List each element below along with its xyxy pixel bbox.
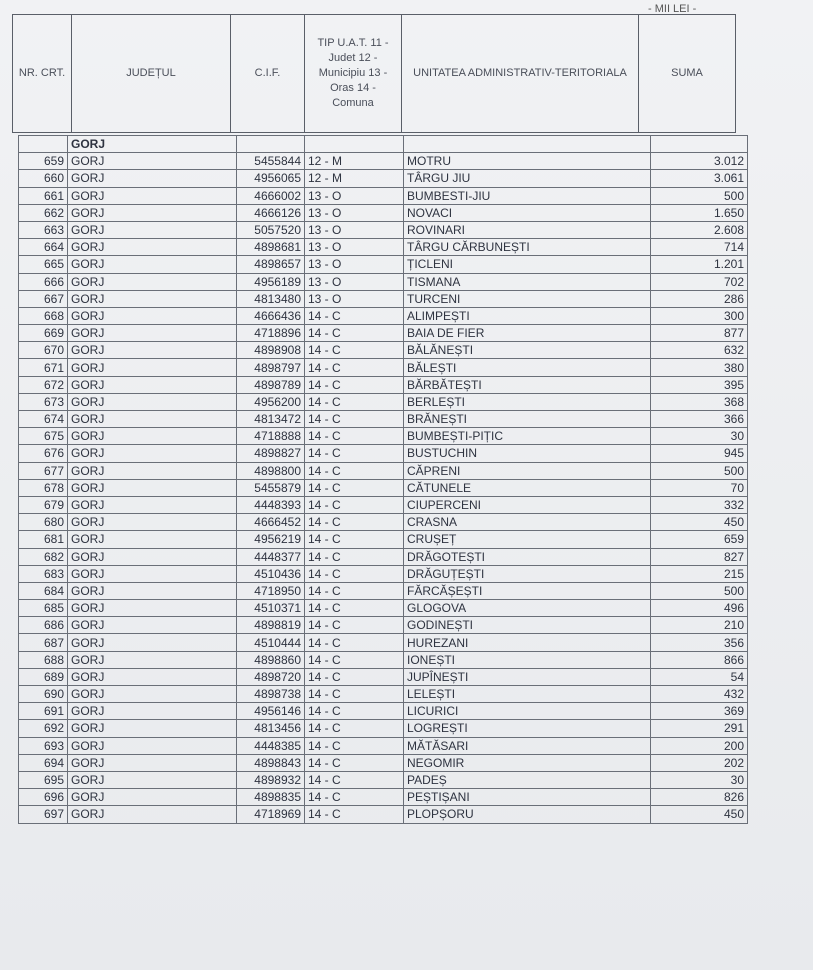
table-body — [18, 135, 748, 824]
cell-judet: GORJ — [68, 548, 237, 565]
cell-suma: 1.201 — [651, 256, 748, 273]
table-row — [19, 256, 748, 273]
cell-nr: 685 — [19, 600, 68, 617]
cell-cif: 4898681 — [237, 239, 305, 256]
cell-suma: 826 — [651, 789, 748, 806]
header-uat: UNITATEA ADMINISTRATIV-TERITORIALA — [402, 15, 639, 133]
cell-judet: GORJ — [68, 479, 237, 496]
cell-cif: 4718969 — [237, 806, 305, 823]
cell-suma: 286 — [651, 290, 748, 307]
cell-uat: CRASNA — [404, 514, 651, 531]
cell-suma: 215 — [651, 565, 748, 582]
cell-cif: 4898843 — [237, 754, 305, 771]
cell-judet: GORJ — [68, 703, 237, 720]
table-row — [19, 668, 748, 685]
cell-tip: 14 - C — [305, 479, 404, 496]
cell-uat: JUPÎNEȘTI — [404, 668, 651, 685]
cell-suma: 30 — [651, 771, 748, 788]
cell-judet: GORJ — [68, 445, 237, 462]
cell-suma: 202 — [651, 754, 748, 771]
cell-judet: GORJ — [68, 720, 237, 737]
cell-uat: MOTRU — [404, 153, 651, 170]
cell-suma: 356 — [651, 634, 748, 651]
cell-cif: 4813480 — [237, 290, 305, 307]
table-row — [19, 290, 748, 307]
cell-judet: GORJ — [68, 325, 237, 342]
cell-suma: 332 — [651, 496, 748, 513]
cell-tip: 14 - C — [305, 686, 404, 703]
table-row — [19, 445, 748, 462]
cell-nr: 696 — [19, 789, 68, 806]
table-row — [19, 582, 748, 599]
cell-tip: 14 - C — [305, 634, 404, 651]
cell-judet: GORJ — [68, 651, 237, 668]
cell-judet: GORJ — [68, 806, 237, 823]
cell-suma: 877 — [651, 325, 748, 342]
cell-nr: 674 — [19, 411, 68, 428]
table-row — [19, 600, 748, 617]
cell-tip: 12 - M — [305, 153, 404, 170]
cell-nr: 684 — [19, 582, 68, 599]
cell-uat: BUMBESTI-JIU — [404, 187, 651, 204]
cell-judet: GORJ — [68, 582, 237, 599]
cell-uat: ALIMPEȘTI — [404, 307, 651, 324]
table-row — [19, 153, 748, 170]
cell-cif: 4898789 — [237, 376, 305, 393]
table-row — [19, 686, 748, 703]
cell-suma: 300 — [651, 307, 748, 324]
cell-uat: TISMANA — [404, 273, 651, 290]
cell-judet: GORJ — [68, 771, 237, 788]
cell-uat: IONEȘTI — [404, 651, 651, 668]
cell-nr: 693 — [19, 737, 68, 754]
cell-suma: 70 — [651, 479, 748, 496]
cell-suma: 369 — [651, 703, 748, 720]
cell-uat: CĂTUNELE — [404, 479, 651, 496]
cell-judet: GORJ — [68, 531, 237, 548]
cell-nr: 691 — [19, 703, 68, 720]
cell-tip: 14 - C — [305, 771, 404, 788]
cell-cif: 4956189 — [237, 273, 305, 290]
cell-uat: GODINEȘTI — [404, 617, 651, 634]
cell-tip: 14 - C — [305, 617, 404, 634]
cell-nr: 679 — [19, 496, 68, 513]
table-row — [19, 531, 748, 548]
cell-judet: GORJ — [68, 462, 237, 479]
unit-note: - MII LEI - — [648, 3, 697, 15]
cell-nr: 675 — [19, 428, 68, 445]
cell-suma: 432 — [651, 686, 748, 703]
table-row — [19, 462, 748, 479]
cell-uat: HUREZANI — [404, 634, 651, 651]
cell-uat: NOVACI — [404, 204, 651, 221]
cell-judet: GORJ — [68, 565, 237, 582]
cell-nr: 690 — [19, 686, 68, 703]
cell-tip: 14 - C — [305, 359, 404, 376]
cell-uat: BĂLEȘTI — [404, 359, 651, 376]
cell-nr: 677 — [19, 462, 68, 479]
table-row — [19, 720, 748, 737]
cell-nr: 695 — [19, 771, 68, 788]
cell-uat: GLOGOVA — [404, 600, 651, 617]
cell-uat: ROVINARI — [404, 221, 651, 238]
table-row — [19, 703, 748, 720]
cell-cif: 4898657 — [237, 256, 305, 273]
cell-cif: 4666452 — [237, 514, 305, 531]
cell-judet: GORJ — [68, 290, 237, 307]
cell-suma: 395 — [651, 376, 748, 393]
cell-cif: 4898797 — [237, 359, 305, 376]
cell-suma: 366 — [651, 411, 748, 428]
cell-uat: BRĂNEȘTI — [404, 411, 651, 428]
cell-nr: 672 — [19, 376, 68, 393]
cell-tip: 14 - C — [305, 307, 404, 324]
table-row — [19, 479, 748, 496]
cell-nr: 673 — [19, 393, 68, 410]
cell-tip: 14 - C — [305, 428, 404, 445]
cell-cif: 4898827 — [237, 445, 305, 462]
cell-tip: 12 - M — [305, 170, 404, 187]
cell-cif: 5455844 — [237, 153, 305, 170]
cell-cif: 4448385 — [237, 737, 305, 754]
header-suma: SUMA — [639, 15, 736, 133]
table-row — [19, 393, 748, 410]
cell-uat: DRĂGOTEȘTI — [404, 548, 651, 565]
cell-suma: 866 — [651, 651, 748, 668]
cell-tip: 13 - O — [305, 273, 404, 290]
cell-tip: 13 - O — [305, 290, 404, 307]
cell-judet: GORJ — [68, 153, 237, 170]
header-judet: JUDEȚUL — [72, 15, 231, 133]
cell-judet: GORJ — [68, 617, 237, 634]
cell-judet: GORJ — [68, 634, 237, 651]
table-row — [19, 307, 748, 324]
cell-tip: 14 - C — [305, 789, 404, 806]
cell-tip: 14 - C — [305, 806, 404, 823]
cell-tip: 14 - C — [305, 600, 404, 617]
cell-cif: 4898738 — [237, 686, 305, 703]
table-row — [19, 187, 748, 204]
cell-judet: GORJ — [68, 514, 237, 531]
cell-suma: 827 — [651, 548, 748, 565]
cell-uat: TÂRGU JIU — [404, 170, 651, 187]
cell-uat: TURCENI — [404, 290, 651, 307]
cell-nr: 661 — [19, 187, 68, 204]
cell-suma: 500 — [651, 582, 748, 599]
cell-cif: 4898932 — [237, 771, 305, 788]
cell-uat: BAIA DE FIER — [404, 325, 651, 342]
cell-judet: GORJ — [68, 393, 237, 410]
cell-judet: GORJ — [68, 737, 237, 754]
table-row — [19, 170, 748, 187]
cell-judet: GORJ — [68, 204, 237, 221]
cell-uat: FĂRCĂȘEȘTI — [404, 582, 651, 599]
cell-tip: 14 - C — [305, 582, 404, 599]
cell-nr: 671 — [19, 359, 68, 376]
cell-tip: 14 - C — [305, 668, 404, 685]
cell-judet: GORJ — [68, 686, 237, 703]
cell-nr: 688 — [19, 651, 68, 668]
cell-suma: 3.061 — [651, 170, 748, 187]
table-row — [19, 514, 748, 531]
cell-nr: 697 — [19, 806, 68, 823]
cell-uat: BĂLĂNEȘTI — [404, 342, 651, 359]
cell-nr: 664 — [19, 239, 68, 256]
header-tip: TIP U.A.T. 11 - Judet 12 - Municipiu 13 - Oras 14 - Comuna — [305, 15, 402, 133]
table-row — [19, 771, 748, 788]
cell-cif: 4956146 — [237, 703, 305, 720]
cell-judet: GORJ — [68, 376, 237, 393]
group-row — [19, 136, 748, 153]
cell-judet: GORJ — [68, 273, 237, 290]
cell-cif: 4813472 — [237, 411, 305, 428]
cell-judet: GORJ — [68, 307, 237, 324]
cell-tip: 14 - C — [305, 720, 404, 737]
table-row — [19, 634, 748, 651]
cell-suma: 945 — [651, 445, 748, 462]
cell-nr: 676 — [19, 445, 68, 462]
cell-cif: 4718896 — [237, 325, 305, 342]
table-row — [19, 806, 748, 823]
cell-judet: GORJ — [68, 359, 237, 376]
cell-suma: 2.608 — [651, 221, 748, 238]
cell-judet: GORJ — [68, 256, 237, 273]
cell-tip: 14 - C — [305, 754, 404, 771]
cell-uat: PADEȘ — [404, 771, 651, 788]
cell-suma: 500 — [651, 462, 748, 479]
cell-nr: 692 — [19, 720, 68, 737]
cell-judet: GORJ — [68, 600, 237, 617]
cell-judet: GORJ — [68, 428, 237, 445]
cell-uat: CRUȘEȚ — [404, 531, 651, 548]
cell-nr: 680 — [19, 514, 68, 531]
cell-cif: 4448377 — [237, 548, 305, 565]
cell-uat: MĂTĂSARI — [404, 737, 651, 754]
table-row — [19, 548, 748, 565]
cell-nr: 663 — [19, 221, 68, 238]
table-row — [19, 617, 748, 634]
cell-cif: 4898908 — [237, 342, 305, 359]
cell-tip: 14 - C — [305, 393, 404, 410]
table-row — [19, 651, 748, 668]
cell-cif: 4718888 — [237, 428, 305, 445]
cell-judet: GORJ — [68, 668, 237, 685]
cell-cif: 4813456 — [237, 720, 305, 737]
cell-nr: 687 — [19, 634, 68, 651]
cell-cif: 4956200 — [237, 393, 305, 410]
cell-cif: 4898819 — [237, 617, 305, 634]
table-row — [19, 789, 748, 806]
cell-suma: 210 — [651, 617, 748, 634]
cell-suma: 30 — [651, 428, 748, 445]
cell-cif: 4666126 — [237, 204, 305, 221]
cell-cif: 4718950 — [237, 582, 305, 599]
cell-nr: 666 — [19, 273, 68, 290]
cell-tip: 13 - O — [305, 221, 404, 238]
cell-nr: 686 — [19, 617, 68, 634]
cell-nr: 694 — [19, 754, 68, 771]
cell-tip: 14 - C — [305, 514, 404, 531]
cell-tip: 14 - C — [305, 445, 404, 462]
cell-suma: 380 — [651, 359, 748, 376]
table-row — [19, 342, 748, 359]
cell-tip: 14 - C — [305, 565, 404, 582]
header-cif: C.I.F. — [231, 15, 305, 133]
cell-nr: 689 — [19, 668, 68, 685]
cell-suma: 702 — [651, 273, 748, 290]
cell-uat: PLOPȘORU — [404, 806, 651, 823]
cell-tip: 13 - O — [305, 204, 404, 221]
cell-tip: 14 - C — [305, 376, 404, 393]
cell-suma: 1.650 — [651, 204, 748, 221]
cell-tip: 14 - C — [305, 651, 404, 668]
cell-tip: 14 - C — [305, 325, 404, 342]
cell-suma: 500 — [651, 187, 748, 204]
cell-cif: 5057520 — [237, 221, 305, 238]
cell-suma: 54 — [651, 668, 748, 685]
cell-cif: 4898800 — [237, 462, 305, 479]
cell-cif: 4956219 — [237, 531, 305, 548]
cell-uat: LELEȘTI — [404, 686, 651, 703]
table-row — [19, 273, 748, 290]
table-row — [19, 221, 748, 238]
cell-tip: 14 - C — [305, 496, 404, 513]
cell-tip: 14 - C — [305, 531, 404, 548]
cell-uat: ȚICLENI — [404, 256, 651, 273]
cell-nr: 667 — [19, 290, 68, 307]
cell-uat: BĂRBĂTEȘTI — [404, 376, 651, 393]
cell-uat: CIUPERCENI — [404, 496, 651, 513]
cell-nr: 682 — [19, 548, 68, 565]
table-header — [12, 14, 736, 133]
table-row — [19, 325, 748, 342]
cell-judet: GORJ — [68, 239, 237, 256]
cell-uat: LOGREȘTI — [404, 720, 651, 737]
cell-cif: 4666002 — [237, 187, 305, 204]
cell-judet: GORJ — [68, 411, 237, 428]
cell-suma: 496 — [651, 600, 748, 617]
cell-tip: 13 - O — [305, 239, 404, 256]
cell-cif: 4898860 — [237, 651, 305, 668]
cell-cif: 4510436 — [237, 565, 305, 582]
cell-cif: 4898835 — [237, 789, 305, 806]
cell-cif: 4510444 — [237, 634, 305, 651]
cell-nr: 659 — [19, 153, 68, 170]
cell-suma: 632 — [651, 342, 748, 359]
cell-uat: DRĂGUȚEȘTI — [404, 565, 651, 582]
cell-tip: 14 - C — [305, 411, 404, 428]
cell-uat: CĂPRENI — [404, 462, 651, 479]
cell-suma: 368 — [651, 393, 748, 410]
cell-cif: 4510371 — [237, 600, 305, 617]
cell-suma: 291 — [651, 720, 748, 737]
table-row — [19, 754, 748, 771]
table-row — [19, 565, 748, 582]
cell-suma: 3.012 — [651, 153, 748, 170]
cell-uat: TÂRGU CĂRBUNEȘTI — [404, 239, 651, 256]
cell-cif: 4666436 — [237, 307, 305, 324]
group-label: GORJ — [68, 136, 237, 153]
cell-uat: BERLEȘTI — [404, 393, 651, 410]
cell-nr: 678 — [19, 479, 68, 496]
table-row — [19, 376, 748, 393]
table-row — [19, 204, 748, 221]
cell-judet: GORJ — [68, 342, 237, 359]
cell-judet: GORJ — [68, 187, 237, 204]
cell-judet: GORJ — [68, 170, 237, 187]
cell-nr: 669 — [19, 325, 68, 342]
cell-suma: 714 — [651, 239, 748, 256]
cell-judet: GORJ — [68, 496, 237, 513]
cell-cif: 4448393 — [237, 496, 305, 513]
cell-nr: 665 — [19, 256, 68, 273]
cell-judet: GORJ — [68, 221, 237, 238]
cell-judet: GORJ — [68, 789, 237, 806]
cell-nr: 670 — [19, 342, 68, 359]
table-row — [19, 737, 748, 754]
cell-cif: 4956065 — [237, 170, 305, 187]
table-row — [19, 359, 748, 376]
table-row — [19, 411, 748, 428]
cell-tip: 13 - O — [305, 256, 404, 273]
cell-tip: 14 - C — [305, 462, 404, 479]
table-row — [19, 428, 748, 445]
cell-cif: 5455879 — [237, 479, 305, 496]
cell-suma: 200 — [651, 737, 748, 754]
cell-uat: PEȘTIȘANI — [404, 789, 651, 806]
cell-nr: 668 — [19, 307, 68, 324]
cell-suma: 450 — [651, 514, 748, 531]
cell-suma: 450 — [651, 806, 748, 823]
cell-nr: 660 — [19, 170, 68, 187]
cell-nr: 662 — [19, 204, 68, 221]
header-nr: NR. CRT. — [13, 15, 72, 133]
cell-nr: 683 — [19, 565, 68, 582]
cell-nr: 681 — [19, 531, 68, 548]
cell-tip: 14 - C — [305, 703, 404, 720]
cell-judet: GORJ — [68, 754, 237, 771]
cell-suma: 659 — [651, 531, 748, 548]
data-table — [18, 135, 748, 824]
cell-uat: NEGOMIR — [404, 754, 651, 771]
cell-tip: 14 - C — [305, 737, 404, 754]
table-row — [19, 496, 748, 513]
cell-tip: 13 - O — [305, 187, 404, 204]
cell-uat: BUSTUCHIN — [404, 445, 651, 462]
cell-uat: LICURICI — [404, 703, 651, 720]
table-row — [19, 239, 748, 256]
cell-cif: 4898720 — [237, 668, 305, 685]
cell-uat: BUMBEȘTI-PIȚIC — [404, 428, 651, 445]
cell-tip: 14 - C — [305, 342, 404, 359]
cell-tip: 14 - C — [305, 548, 404, 565]
